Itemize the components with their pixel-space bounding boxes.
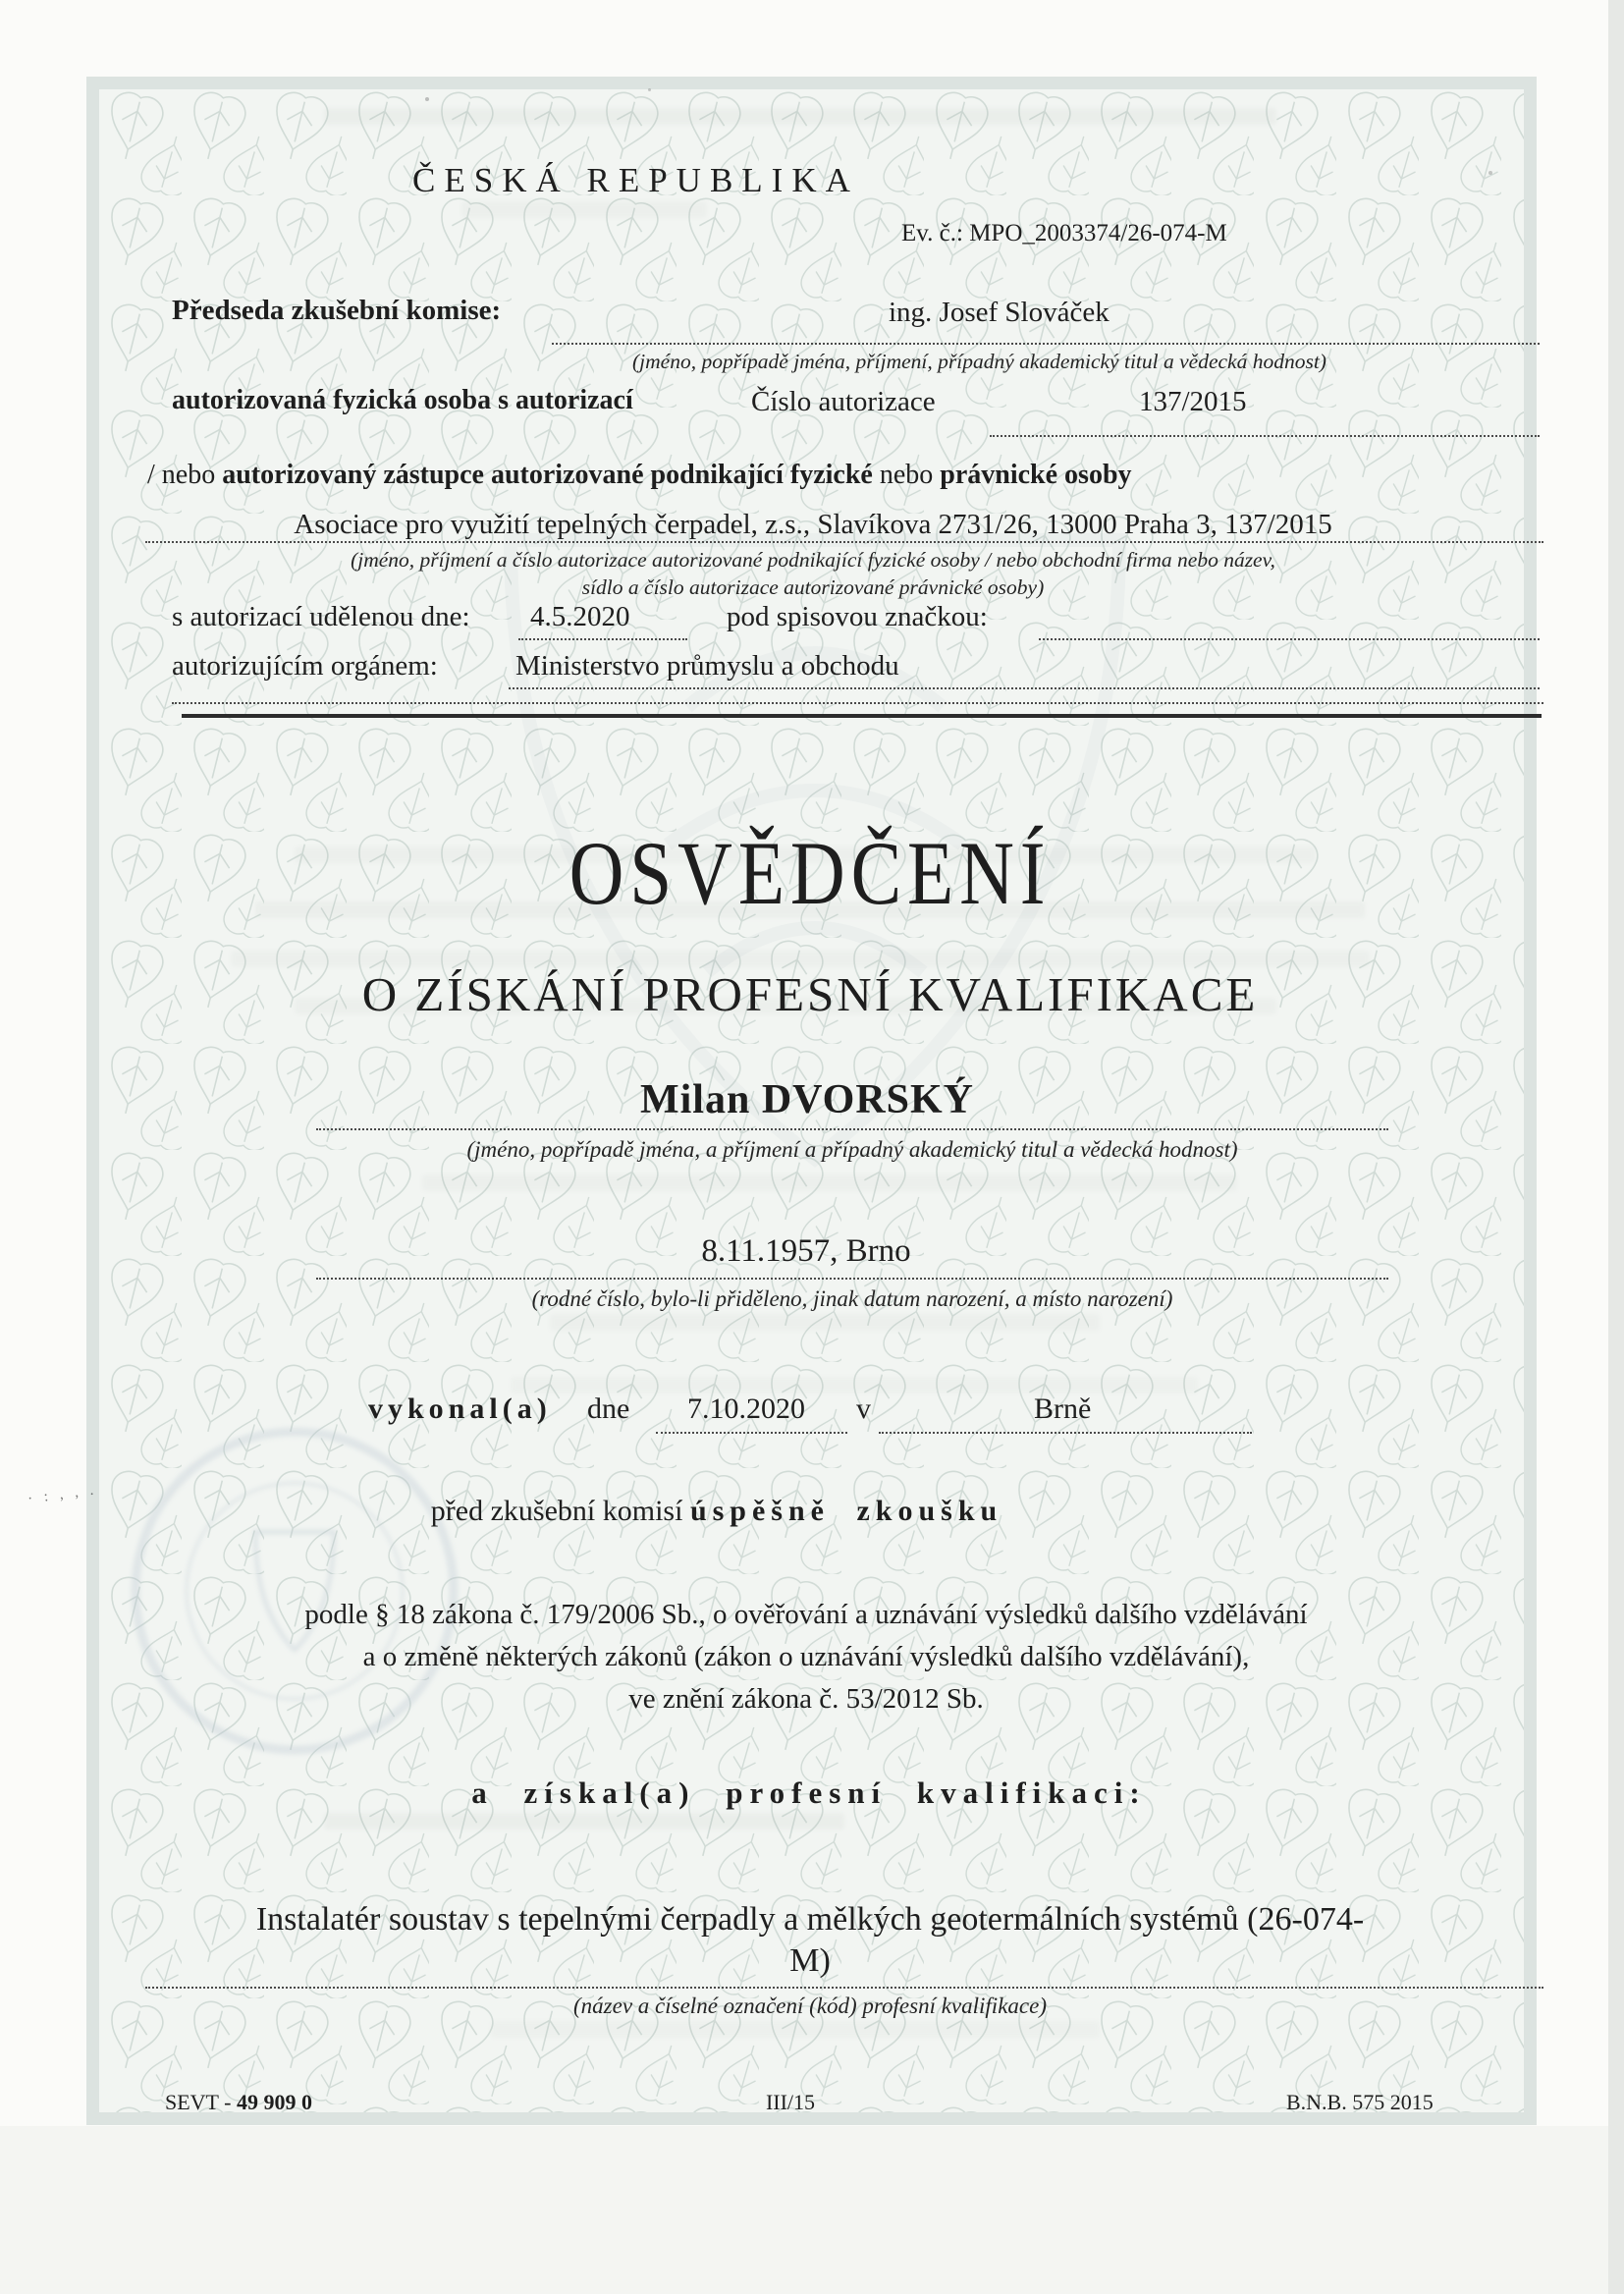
bleed-through-mark — [491, 2021, 1100, 2038]
footer-left-prefix: SEVT - — [165, 2090, 237, 2114]
organization-dotted-line — [145, 541, 1543, 543]
legal-line-1: podle § 18 zákona č. 179/2006 Sb., o ověřování a uznávání výsledků dalšího vzdělávání — [304, 1599, 1308, 1630]
bleed-through-mark — [550, 1314, 1100, 1331]
certificate-title: OSVĚDČENÍ — [568, 823, 1052, 923]
authorization-number-label: Číslo autorizace — [751, 386, 936, 417]
birth-caption: (rodné číslo, bylo-li přiděleno, jinak datum narození, a místo narození) — [531, 1286, 1173, 1311]
place-preposition: v — [856, 1393, 871, 1425]
granted-date-dotted-line — [518, 638, 687, 640]
granted-label: s autorizací udělenou dne: — [172, 601, 470, 632]
legal-line-2: a o změně některých zákonů (zákon o uznávání výsledků dalšího vzdělávání), — [362, 1641, 1250, 1672]
scan-speck — [1489, 171, 1492, 175]
commission-result-line — [128, 1495, 1306, 1528]
exam-place-dotted-line — [879, 1432, 1252, 1434]
authorization-number-value: 137/2015 — [1139, 386, 1247, 417]
page-bottom-margin — [0, 2126, 1624, 2294]
file-reference-dotted-line — [1039, 638, 1540, 640]
scan-speck — [648, 88, 651, 91]
separator-dotted-line — [172, 702, 1543, 704]
legal-line-3: ve znění zákona č. 53/2012 Sb. — [628, 1683, 984, 1715]
chairman-label: Předseda zkušební komise: — [172, 295, 502, 326]
file-reference-label: pod spisovou značkou: — [727, 601, 988, 632]
authorization-number-dotted-line — [990, 435, 1540, 437]
round-stamp-watermark — [108, 1404, 481, 1777]
authorizing-body-dotted-line — [509, 687, 1540, 689]
certificate-subtitle: O ZÍSKÁNÍ PROFESNÍ KVALIFIKACE — [361, 967, 1259, 1021]
bleed-through-mark — [324, 108, 1276, 125]
organization-caption-2: sídlo a číslo autorizace autorizované právnické osoby) — [581, 575, 1045, 599]
ink-specks: · : , , . — [27, 1482, 99, 1507]
birth-dotted-line — [316, 1278, 1388, 1280]
qualification-value-line-2: M) — [789, 1942, 831, 1979]
footer-left-number: 49 909 0 — [236, 2090, 312, 2114]
authorizing-body-value: Ministerstvo průmyslu a obchodu — [515, 650, 899, 682]
footer-center: III/15 — [765, 2090, 816, 2114]
authorizing-body-label: autorizujícím orgánem: — [172, 650, 438, 682]
performed-label: vykonal(a) — [368, 1393, 552, 1425]
chairman-name-value: ing. Josef Slováček — [889, 297, 1110, 328]
separator-solid-line — [182, 714, 1542, 718]
holder-name-value: Milan DVORSKÝ — [639, 1077, 975, 1122]
organization-caption-1: (jméno, příjmení a číslo autorizace autorizované podnikající fyzické osoby / nebo obchodní firma nebo název, — [351, 548, 1275, 572]
exam-place-value: Brně — [1034, 1393, 1092, 1425]
alt-bold-2: právnické osoby — [940, 460, 1132, 490]
footer-right: B.N.B. 575 2015 — [1286, 2090, 1434, 2114]
authorized-person-label: autorizovaná fyzická osoba s autorizací — [172, 385, 633, 415]
chairman-caption: (jméno, popřípadě jména, příjmení, případný akademický titul a vědecká hodnost) — [632, 350, 1326, 373]
ev-number: Ev. č.: MPO_2003374/26-074-M — [901, 220, 1227, 246]
footer-left — [165, 2090, 312, 2115]
alt-bold-1: autorizovaný zástupce autorizované podnikající fyzické — [222, 460, 873, 490]
qualification-value-line-1: Instalatér soustav s tepelnými čerpadly a mělkých geotermálních systémů (26-074- — [255, 1901, 1365, 1938]
exam-date-value: 7.10.2020 — [687, 1393, 805, 1425]
gained-qualification-label: a získal(a) profesní kvalifikaci: — [471, 1775, 1147, 1810]
granted-date-value: 4.5.2020 — [530, 601, 630, 632]
chairman-dotted-line — [552, 343, 1540, 345]
birth-value: 8.11.1957, Brno — [701, 1233, 911, 1269]
holder-name-dotted-line — [316, 1128, 1388, 1130]
alt-middle: nebo — [872, 460, 941, 490]
scan-speck — [425, 97, 429, 101]
organization-value: Asociace pro využití tepelných čerpadel, z.s., Slavíkova 2731/26, 13000 Praha 3, 137/2015 — [294, 509, 1332, 540]
exam-date-dotted-line — [656, 1432, 847, 1434]
alt-prefix: / nebo — [147, 460, 223, 490]
holder-caption: (jméno, popřípadě jména, a příjmení a případný akademický titul a vědecká hodnost) — [466, 1137, 1238, 1162]
qualification-caption: (název a číselné označení (kód) profesní kvalifikace) — [573, 1994, 1047, 2018]
bleed-through-mark — [324, 1813, 844, 1830]
bleed-through-mark — [461, 201, 707, 218]
bleed-through-mark — [511, 1377, 1198, 1393]
alt-entity-line — [147, 460, 1132, 491]
performed-dne-label: dne — [587, 1393, 630, 1425]
page-edge-shadow — [1608, 0, 1624, 2294]
country-title: ČESKÁ REPUBLIKA — [412, 161, 859, 199]
commission-text: před zkušební komisí — [430, 1495, 690, 1527]
qualification-dotted-line — [145, 1987, 1543, 1989]
result-bold-text: úspěšně zkoušku — [689, 1495, 1003, 1527]
